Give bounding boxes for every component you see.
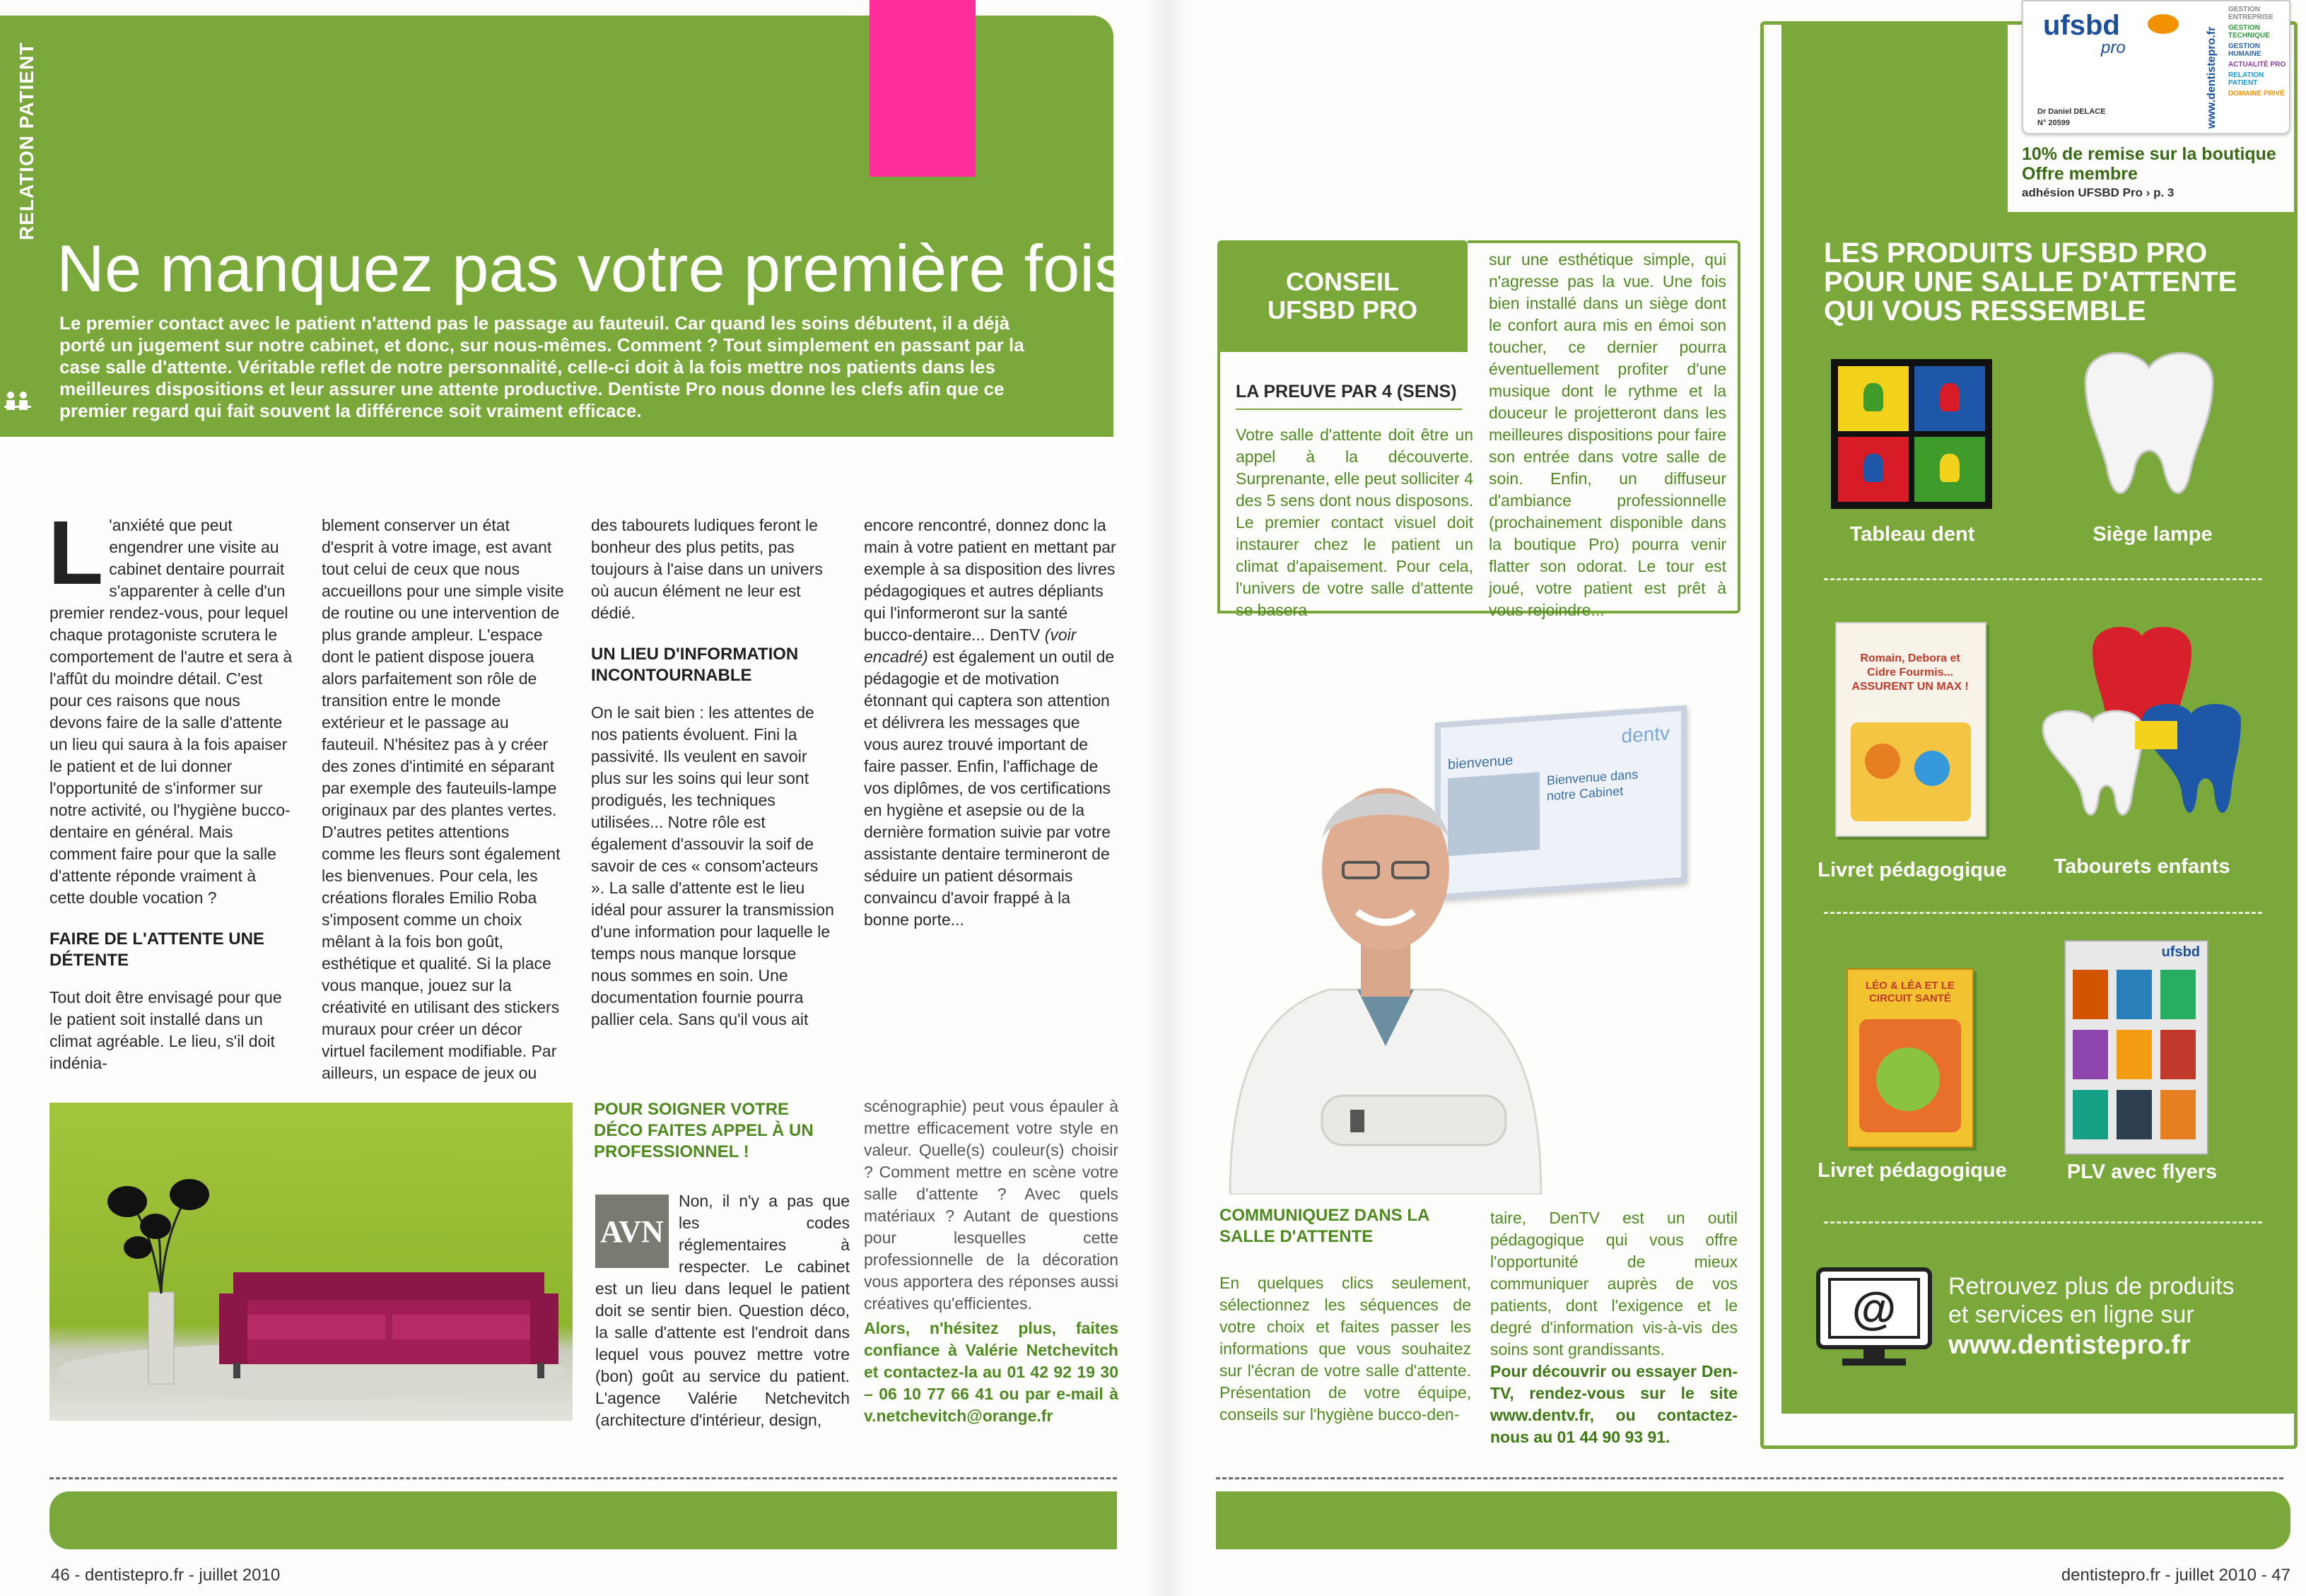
article-column-2 <box>322 515 566 1084</box>
product-label: Tabourets enfants <box>2054 855 2230 878</box>
card-menu-item: GESTION ENTREPRISE <box>2228 6 2273 21</box>
communiquez-text-2 <box>1490 1207 1738 1448</box>
card-pro: pro <box>2101 38 2126 57</box>
products-panel-top <box>1781 21 2008 226</box>
offer-line-3: adhésion UFSBD Pro › p. 3 <box>2022 186 2175 199</box>
card-holder: Dr Daniel DELACE <box>2037 107 2106 116</box>
preuve-text-2: sur une esthétique simple, qui n'agresse pas la vue. Une fois bien installé dans un siège dont le confort aura mis en émoi son toucher, ce dernier pourra éventuellement profiter d'une musique dont le rythme et la douceur le projetteront dans les meilleures dispositions pour faire son entrée dans votre salle de soin. Enfin, un diffuseur d'ambiance professionnelle (prochainement disponible dans la boutique Pro) pourra venir flatter son odorat. Le tour est joué, votre patient est prêt à vous rejoindre... <box>1489 250 1726 619</box>
avn-logo: AVN <box>595 1195 669 1268</box>
card-menu-item: GESTION HUMAINE <box>2228 42 2261 58</box>
right-footer-rule <box>1216 1477 2283 1479</box>
col4-italic: (voir encadré) <box>864 626 1077 666</box>
product-image-plv <box>2064 940 2208 1155</box>
web-url[interactable]: www.dentistepro.fr <box>1948 1330 2191 1360</box>
center-gutter <box>1145 0 1188 1596</box>
col4-text-b: est également un outil de pédagogie et de motivation étonnant qui captera son attention et délivrera les messages que vous aurez trouvé important de faire passer. Enfin, l'affichage de vos diplômes, de vos certifications en hygiène et asepsie ou de la dernière formation suivie par votre assistante dentaire termineront de séduire un patient désormais convaincu d'avoir frappé à la bonne porte... <box>864 647 1115 929</box>
offer-line-1: 10% de remise sur la boutique <box>2022 144 2276 164</box>
people-icon <box>4 390 31 411</box>
card-menu-item: ACTUALITÉ PRO <box>2228 61 2286 69</box>
magenta-tab <box>870 0 976 177</box>
card-site: www.dentistepro.fr <box>2206 26 2218 129</box>
product-label: Livret pédagogique <box>1818 859 2007 881</box>
book2-cover-text: LÉO & LÉA ET LE CIRCUIT SANTÉ <box>1865 980 1955 1004</box>
col1-paragraph-1: 'anxiété que peut engendrer une visite au cabinet dentaire pourrait s'apparenter à celle d'un premier rendez-vous, pour lequel chaque protagoniste scrutera le comportement de l'autre et sera à l'affût du moindre détail. C'est pour ces raisons que nous devons faire de la salle d'attente un lieu qui saura à la fois apaiser le patient et de lui donner l'opportunité de s'informer sur notre activité, ou l'hygiène bucco-dentaire en général. Mais comment faire pour que la salle d'attente réponde vraiment à cette double vocation ? <box>49 516 293 907</box>
page-title: Ne manquez pas votre première fois <box>57 231 1128 305</box>
article-column-4 <box>864 515 1118 931</box>
offer-line-2: Offre membre <box>2022 164 2138 184</box>
plv-brand: ufsbd <box>2161 944 2200 960</box>
right-footer-band <box>1216 1491 2290 1549</box>
intro-text: Le premier contact avec le patient n'attend pas le passage au fauteuil. Car quand les soins débutent, il a déjà porté un jugement sur notre cabinet, et donc, sur nous-mêmes. Comment ? Tout simplement en passant par la case salle d'attente. Véritable reflet de notre personnalité, celle-ci doit à la fois mettre nos patients dans les meilleures dispositions et leur assurer une attente productive. Dentiste Pro nous donne les clefs afin que ce premier regard qui fait souvent la différence soit vraiment efficace. <box>59 312 1024 421</box>
membership-card <box>2022 0 2290 134</box>
offer-block <box>2022 144 2290 202</box>
monitor-icon <box>1814 1265 1934 1371</box>
product-image-tabourets <box>2036 622 2248 841</box>
drop-cap: L <box>48 503 104 604</box>
preuve-title: LA PREUVE PAR 4 (SENS) <box>1236 382 1457 401</box>
web-line-1: Retrouvez plus de produits <box>1948 1273 2235 1300</box>
products-divider <box>1824 1221 2262 1224</box>
product-image-siege-lampe <box>2064 339 2234 509</box>
product-label: Siège lampe <box>2093 523 2213 546</box>
web-line-2: et services en ligne sur <box>1948 1301 2194 1328</box>
at-symbol: @ <box>1851 1283 1897 1334</box>
col3-paragraph-1: des tabourets ludiques feront le bonheur des plus petits, pas toujours à l'aise dans un univers où aucun élément ne leur est dédié. <box>591 516 823 622</box>
products-divider <box>1824 578 2262 580</box>
preuve-underline <box>1236 409 1462 410</box>
deco-text-1 <box>595 1190 850 1431</box>
product-image-livret <box>1835 622 1986 837</box>
web-text <box>1948 1272 2288 1361</box>
preuve-text-1: Votre salle d'attente doit être un appel à la découverte. Surprenante, elle peut solliciter 4 des 5 sens dont nous disposons. Le premier contact visuel doit instaurer chez le patient un climat d'apaisement. Pour cela, l'univers de votre salle d'attente se basera <box>1236 426 1473 619</box>
left-footer-rule <box>49 1477 1117 1479</box>
conseil-tab <box>1217 240 1468 352</box>
deco-text-2 <box>864 1096 1118 1427</box>
screen-headline: Bienvenue dans notre Cabinet <box>1547 767 1639 804</box>
product-label: PLV avec flyers <box>2066 1161 2218 1183</box>
communiquez-title: COMMUNIQUEZ DANS LA SALLE D'ATTENTE <box>1219 1206 1429 1246</box>
left-footer-band <box>49 1491 1117 1549</box>
screen-brand: dentv <box>1621 722 1670 748</box>
doctor-photo <box>1216 714 1548 1195</box>
subheading-information: UN LIEU D'INFORMATION INCONTOURNABLE <box>591 645 799 685</box>
left-folio: 46 - dentistepro.fr - juillet 2010 <box>51 1566 281 1585</box>
col4-text-a: encore rencontré, donnez donc la main à votre patient en mettant par exemple à sa disposition des livres pédagogiques et autres dépliants qui l'informeront sur la santé bucco-dentaire... DenTV <box>864 516 1116 644</box>
communiquez-paragraph: taire, DenTV est un outil pédagogique qui vous offre l'opportunité de mieux communiquer auprès de vos patients, dont l'exigence et le degré d'information vis-à-vis des soins sont grandissants. <box>1490 1209 1738 1359</box>
product-label: Livret pédagogique <box>1818 1159 2007 1182</box>
product-label: Tableau dent <box>1849 523 1975 546</box>
conseil-title: CONSEIL UFSBD PRO <box>1267 267 1417 324</box>
card-menu <box>2228 6 2289 98</box>
screen-welcome: bienvenue <box>1448 752 1514 773</box>
sofa-photo <box>49 1103 573 1421</box>
book1-cover-text: Romain, Debora et Cidre Fourmis... ASSURENT UN MAX ! <box>1851 652 1969 693</box>
col3-paragraph-2: On le sait bien : les attentes de nos patients évoluent. Fini la passivité. Ils veulent en savoir plus sur les soins qui leur sont prodigués, les techniques utilisées... Notre rôle est également d'assouvir la soif de savoir de ces « consom'acteurs ». La salle d'attente est le lieu idéal pour assurer la transmission d'une information pour laquelle le temps nous manque lorsque nous sommes en soin. Une documentation fournie pourra pallier cela. Sans qu'il vous ait <box>591 703 834 1028</box>
product-image-livret-2 <box>1846 968 1974 1148</box>
communiquez-text-1: En quelques clics seulement, sélectionnez les séquences de votre choix et faites passer les informations que vous souhaitez sur l'écran de votre salle d'attente. Présentation de votre équipe, conseils sur l'hygiène bucco-den- <box>1219 1274 1471 1424</box>
right-folio: dentistepro.fr - juillet 2010 - 47 <box>2061 1566 2290 1585</box>
card-logo-swoosh <box>2148 14 2179 34</box>
section-label: RELATION PATIENT <box>16 42 37 240</box>
card-menu-item: RELATION PATIENT <box>2228 71 2264 87</box>
col1-paragraph-2: Tout doit être envisagé pour que le patient soit installé dans un climat agréable. Le lieu, s'il doit indénia- <box>49 988 282 1072</box>
deco-title: POUR SOIGNER VOTRE DÉCO FAITES APPEL À UN PROFESSIONNEL ! <box>594 1100 814 1161</box>
products-title: LES PRODUITS UFSBD PRO POUR UNE SALLE D'ATTENTE QUI VOUS RESSEMBLE <box>1824 237 2237 327</box>
article-column-1 <box>48 503 293 1074</box>
deco-paragraph-2: scénographie) peut vous épauler à mettre efficacement votre style en valeur. Quelle(s) couleur(s) choisir ? Comment mettre en scène votre salle d'attente ? Avec quels matériaux ? Autant de questions pour lesquelles cette professionnelle de la décoration vous apportera des réponses aussi créatives qu'efficientes. <box>864 1097 1118 1313</box>
col4-paragraph <box>864 515 1118 931</box>
deco-paragraph-1: Non, il n'y a pas que les codes réglementaires à respecter. Le cabinet est un lieu dans lequel le patient doit se sentir bien. Question déco, la salle d'attente est l'endroit dans lequel vous pouvez mettre votre (bon) goût au service du patient. L'agence Valérie Netchevitch (architecture d'intérieur, design, <box>595 1192 850 1429</box>
products-divider <box>1824 912 2262 914</box>
card-menu-item: DOMAINE PRIVÉ <box>2228 90 2285 98</box>
card-menu-item: GESTION TECHNIQUE <box>2228 24 2270 40</box>
deco-contact: Alors, n'hésitez plus, faites confiance à Valérie Netchevitch et contactez-la au 01 42 92 19 30 – 06 10 77 66 41 ou par e-mail à v.netchevitch@orange.fr <box>864 1319 1118 1425</box>
subheading-detente: FAIRE DE L'ATTENTE UNE DÉTENTE <box>49 929 264 970</box>
card-number: N° 20599 <box>2037 119 2070 127</box>
product-image-tableau-dent <box>1831 359 1992 509</box>
article-column-3 <box>591 515 835 1031</box>
col2-paragraph: blement conserver un état d'esprit à votre image, est avant tout celui de ceux que nous accueillons pour une simple visite de routine ou une intervention de plus grande ampleur. L'espace dont le patient dispose jouera alors parfaitement son rôle de transition entre le monde extérieur et le passage au fauteuil. N'hésitez pas à y créer des zones d'intimité en séparant par exemple des fauteuils-lampe originaux par des plantes vertes. D'autres petites attentions comme les fleurs sont également les bienvenues. Pour cela, les créations florales Emilio Roba s'imposent comme un choix mêlant à la fois bon goût, esthétique et qualité. Si la place vous manque, jouez sur la créativité en utilisant des stickers muraux pour créer un décor virtuel facilement modifiable. Par ailleurs, un espace de jeux ou <box>322 516 564 1082</box>
card-brand: ufsbd <box>2043 10 2120 41</box>
communiquez-contact: Pour découvrir ou essayer Den-TV, rendez-vous sur le site www.dentv.fr, ou contactez-nous au 01 44 90 93 91. <box>1490 1362 1738 1446</box>
